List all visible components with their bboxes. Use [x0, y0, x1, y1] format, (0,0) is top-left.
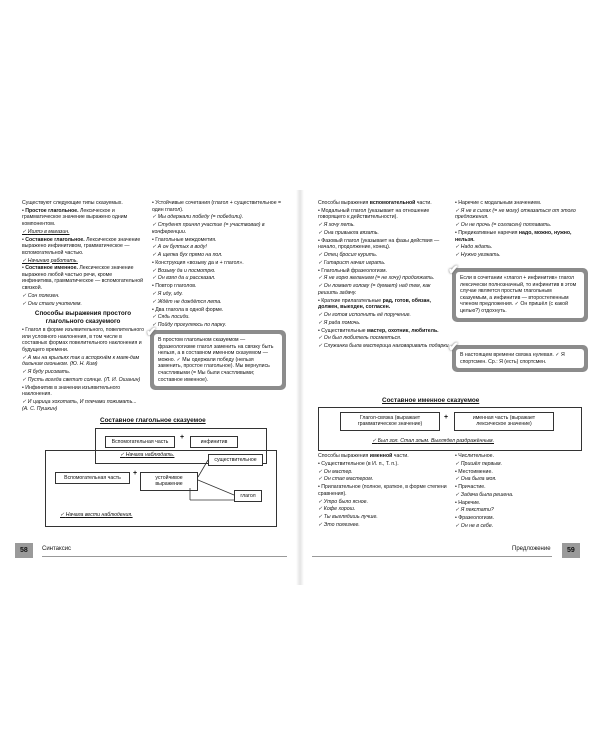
example: ✓ Утро было ясное. — [318, 499, 450, 506]
list-item: • Местоимение. — [455, 469, 580, 476]
divider — [42, 556, 287, 557]
diagram-example: ✓ Начала вести наблюдения. — [60, 512, 210, 519]
right-column-1 — [318, 200, 450, 351]
diagram-title: Составное именное сказуемое — [382, 397, 480, 404]
list-item: • Глагольные междометия. — [152, 237, 282, 244]
example: ✓ Он мастер. — [318, 469, 450, 476]
list-item: • Глагол в форме изъявительного, повелительного или условного наклонения, в том числе в составных формах повелительного наклонения и будущего времени. — [22, 327, 144, 353]
list-item: • Предикативные наречия надо, можно, нужно, нельзя. — [455, 230, 583, 243]
list-item: • Существительное (в И. п., Т. п.). — [318, 461, 450, 468]
example: ✓ Это полезнее. — [318, 522, 450, 529]
verb-box: глагол — [234, 490, 262, 502]
example: ✓ Я иду, иду. — [152, 291, 282, 298]
plus-sign: + — [180, 434, 185, 441]
example: ✓ Возьму да и посмотрю. — [152, 268, 282, 275]
example: ✓ Я хочу петь. — [318, 222, 450, 229]
plus-sign: + — [444, 414, 449, 421]
example: ✓ Я не в силах (= не могу) отказаться от этого предложения. — [455, 208, 583, 221]
running-title-right: Предложение — [512, 546, 551, 552]
example: ✓ И царица хохотать, И плечами пожимать... (А. С. Пушкин) — [22, 399, 144, 412]
checkmark-icon: ✔ — [448, 339, 459, 354]
example: ✓ Я рада помочь. — [318, 320, 450, 327]
example: ✓ Студент принял участие (= участвовал) в конференции. — [152, 222, 282, 235]
section-heading: Способы выражения простого глагольного сказуемого — [34, 310, 132, 325]
example: ✓ Он стал мастером. — [318, 476, 450, 483]
example: ✓ Иштэ в магазин. — [22, 229, 144, 236]
page-number-left: 58 — [15, 543, 33, 558]
compound-verb-type: • Составное глагольное. Лексическое значение выражено инфинитивом, грамматическое — вспомогательной частью. — [22, 237, 144, 257]
note-text: Если в сочетании «глагол + инфинитив» глагол лексически полнозначный, то инфинитив в этом случае является простым глагольным сказуемым, а инфинитив — второстепенным членом предложения. ✓ Он пришёл (с какой целью?) отдохнуть. — [456, 272, 584, 318]
list-item: • Конструкция «возьму да и + глагол». — [152, 260, 282, 267]
auxiliary-part-box: Вспомогательная часть — [105, 436, 175, 448]
list-item: • Причастие. — [455, 484, 580, 491]
diagram-title: Составное глагольное сказуемое — [100, 417, 206, 424]
example: ✓ Он готов исполнить её поручение. — [318, 312, 450, 319]
intro-text: Существуют следующие типы сказуемых. — [22, 200, 123, 206]
section-heading: Способы выражения именной части. — [318, 453, 409, 459]
example: ✓ Мы одержали победу (= победили). — [152, 214, 282, 221]
list-item: • Наречие с модальным значением. — [455, 200, 583, 207]
example: ✓ Сон полезен. — [22, 293, 144, 300]
example: ✓ А мы на крыльях так и вспорхнём к маяк-дам дальним огоньком. (Ю. Н. Ким) — [22, 355, 144, 368]
example: ✓ Пойду прогуляюсь по парку. — [152, 322, 282, 329]
plus-sign: + — [133, 470, 138, 477]
example: ✓ Она привыкла вязать. — [318, 230, 450, 237]
checkmark-icon: ✔ — [448, 262, 459, 277]
list-item: • Фазовый глагол (указывает на фазы действия — начало, продолжение, конец). — [318, 238, 450, 251]
set-expression-box: устойчивое выражение — [140, 472, 198, 491]
checkmark-icon: ✔ — [146, 324, 157, 339]
example: ✓ Начинаю работать. — [22, 258, 144, 265]
diagram-example: ✓ Был зол. Стал злым. Выглядел раздражённым. — [372, 438, 552, 445]
list-item: • Устойчивые сочетания (глагол + существительное = один глагол). — [152, 200, 282, 213]
nominal-part-box: именная часть (выражает лексическое значение) — [454, 412, 554, 431]
note-text: В простом глагольном сказуемом — фразеологизме глагол заменить на связку быть нельзя, а в составном именном сказуемом — можно. ✓ Мы одержали победу (нельзя заменить, простое глагольное). Мы вернулись счастливыми (= Мы были счастливыми; составное именное). — [154, 334, 282, 386]
list-item: • Два глагола в одной форме. — [152, 307, 282, 314]
example: ✓ А щепка бух прямо на пол. — [152, 252, 282, 259]
example: ✓ Сядь посиди. — [152, 314, 282, 321]
auxiliary-part-box: Вспомогательная часть — [55, 472, 130, 484]
noun-box: существительное — [208, 454, 263, 466]
right-column-3 — [318, 453, 450, 530]
example: ✓ Она была моя. — [455, 476, 580, 483]
example: ✓ Ждёт не дождётся лета. — [152, 299, 282, 306]
list-item: • Инфинитив в значении изъявительного наклонения. — [22, 385, 144, 398]
example: ✓ Нужно уезжать. — [455, 252, 583, 259]
simple-type: • Простое глагольное. Лексическое и грамматическое значение выражено одним компонентом. — [22, 208, 144, 228]
example: ✓ Пришёл первым. — [455, 461, 580, 468]
list-item: • Модальный глагол (указывает на отношение говорящего к действительности). — [318, 208, 450, 221]
example: ✓ Задача была решена. — [455, 492, 580, 499]
example: ✓ Они стали учителем. — [22, 301, 144, 308]
section-heading: Способы выражения вспомогательной части. — [318, 200, 432, 206]
compound-nominal-type: • Составное именное. Лексическое значение выражено любой частью речи, кроме инфинитива, грамматическое — вспомогательной связкой. — [22, 265, 144, 291]
example: ✓ Он был любитель посмеяться. — [318, 335, 450, 342]
list-item: • Прилагательное (полное, краткое, в форме степени сравнения). — [318, 484, 450, 497]
page-number-right: 59 — [562, 543, 580, 558]
list-item: • Повтор глаголов. — [152, 283, 282, 290]
list-item: • Краткие прилагательные рад, готов, обязан, должен, выехден, согласен. — [318, 298, 450, 311]
example: ✓ Надо ждать. — [455, 244, 583, 251]
example: ✓ Гитарист начал играть. — [318, 260, 450, 267]
example: ✓ Он ломает голову (= думает) над тем, как решить задачу. — [318, 283, 450, 296]
note-box-right-1 — [448, 262, 588, 322]
infinitive-box: инфинитив — [190, 436, 238, 448]
right-column-2 — [455, 200, 583, 260]
example: ✓ Я буду рисовать. — [22, 369, 144, 376]
list-item: • Числительное. — [455, 453, 580, 460]
running-title-left: Синтаксис — [42, 546, 72, 552]
right-column-4 — [455, 453, 580, 531]
example: ✓ Он не прочь (= согласен) поплавать. — [455, 222, 583, 229]
example: ✓ Служанка была мастерица наговаривать подарки. — [318, 343, 450, 350]
list-item: • Существительные мастер, охотник, любитель. — [318, 328, 450, 335]
example: ✓ Пусть всегда светит солнце. (Л. И. Ошанин) — [22, 377, 144, 384]
note-box-right-2 — [448, 339, 588, 372]
diagram-example: ✓ Начала наблюдать. — [120, 452, 240, 459]
list-item: • Глагольный фразеологизм. — [318, 268, 450, 275]
example: ✓ А он бултых в воду! — [152, 244, 282, 251]
example: ✓ Он взял да и рассказал. — [152, 275, 282, 282]
example: ✓ Я не горю желанием (= не хочу) продолжать. — [318, 275, 450, 282]
example: ✓ Он не в себе. — [455, 523, 580, 530]
note-text: В настоящем времени связка нулевая. ✓ Я спортсмен. Ср.: Я (есть) спортсмен. — [456, 349, 584, 368]
example: ✓ Я пекстати? — [455, 507, 580, 514]
list-item: • Наречие. — [455, 500, 580, 507]
example: ✓ Ты выглядишь лучше. — [318, 514, 450, 521]
example: ✓ Отец бросил курить. — [318, 252, 450, 259]
divider — [312, 556, 552, 557]
linking-verb-box: Глагол-связка (выражает грамматическое значение) — [340, 412, 440, 431]
example: ✓ Кофе хорош. — [318, 506, 450, 513]
list-item: • Фразеологизм. — [455, 515, 580, 522]
